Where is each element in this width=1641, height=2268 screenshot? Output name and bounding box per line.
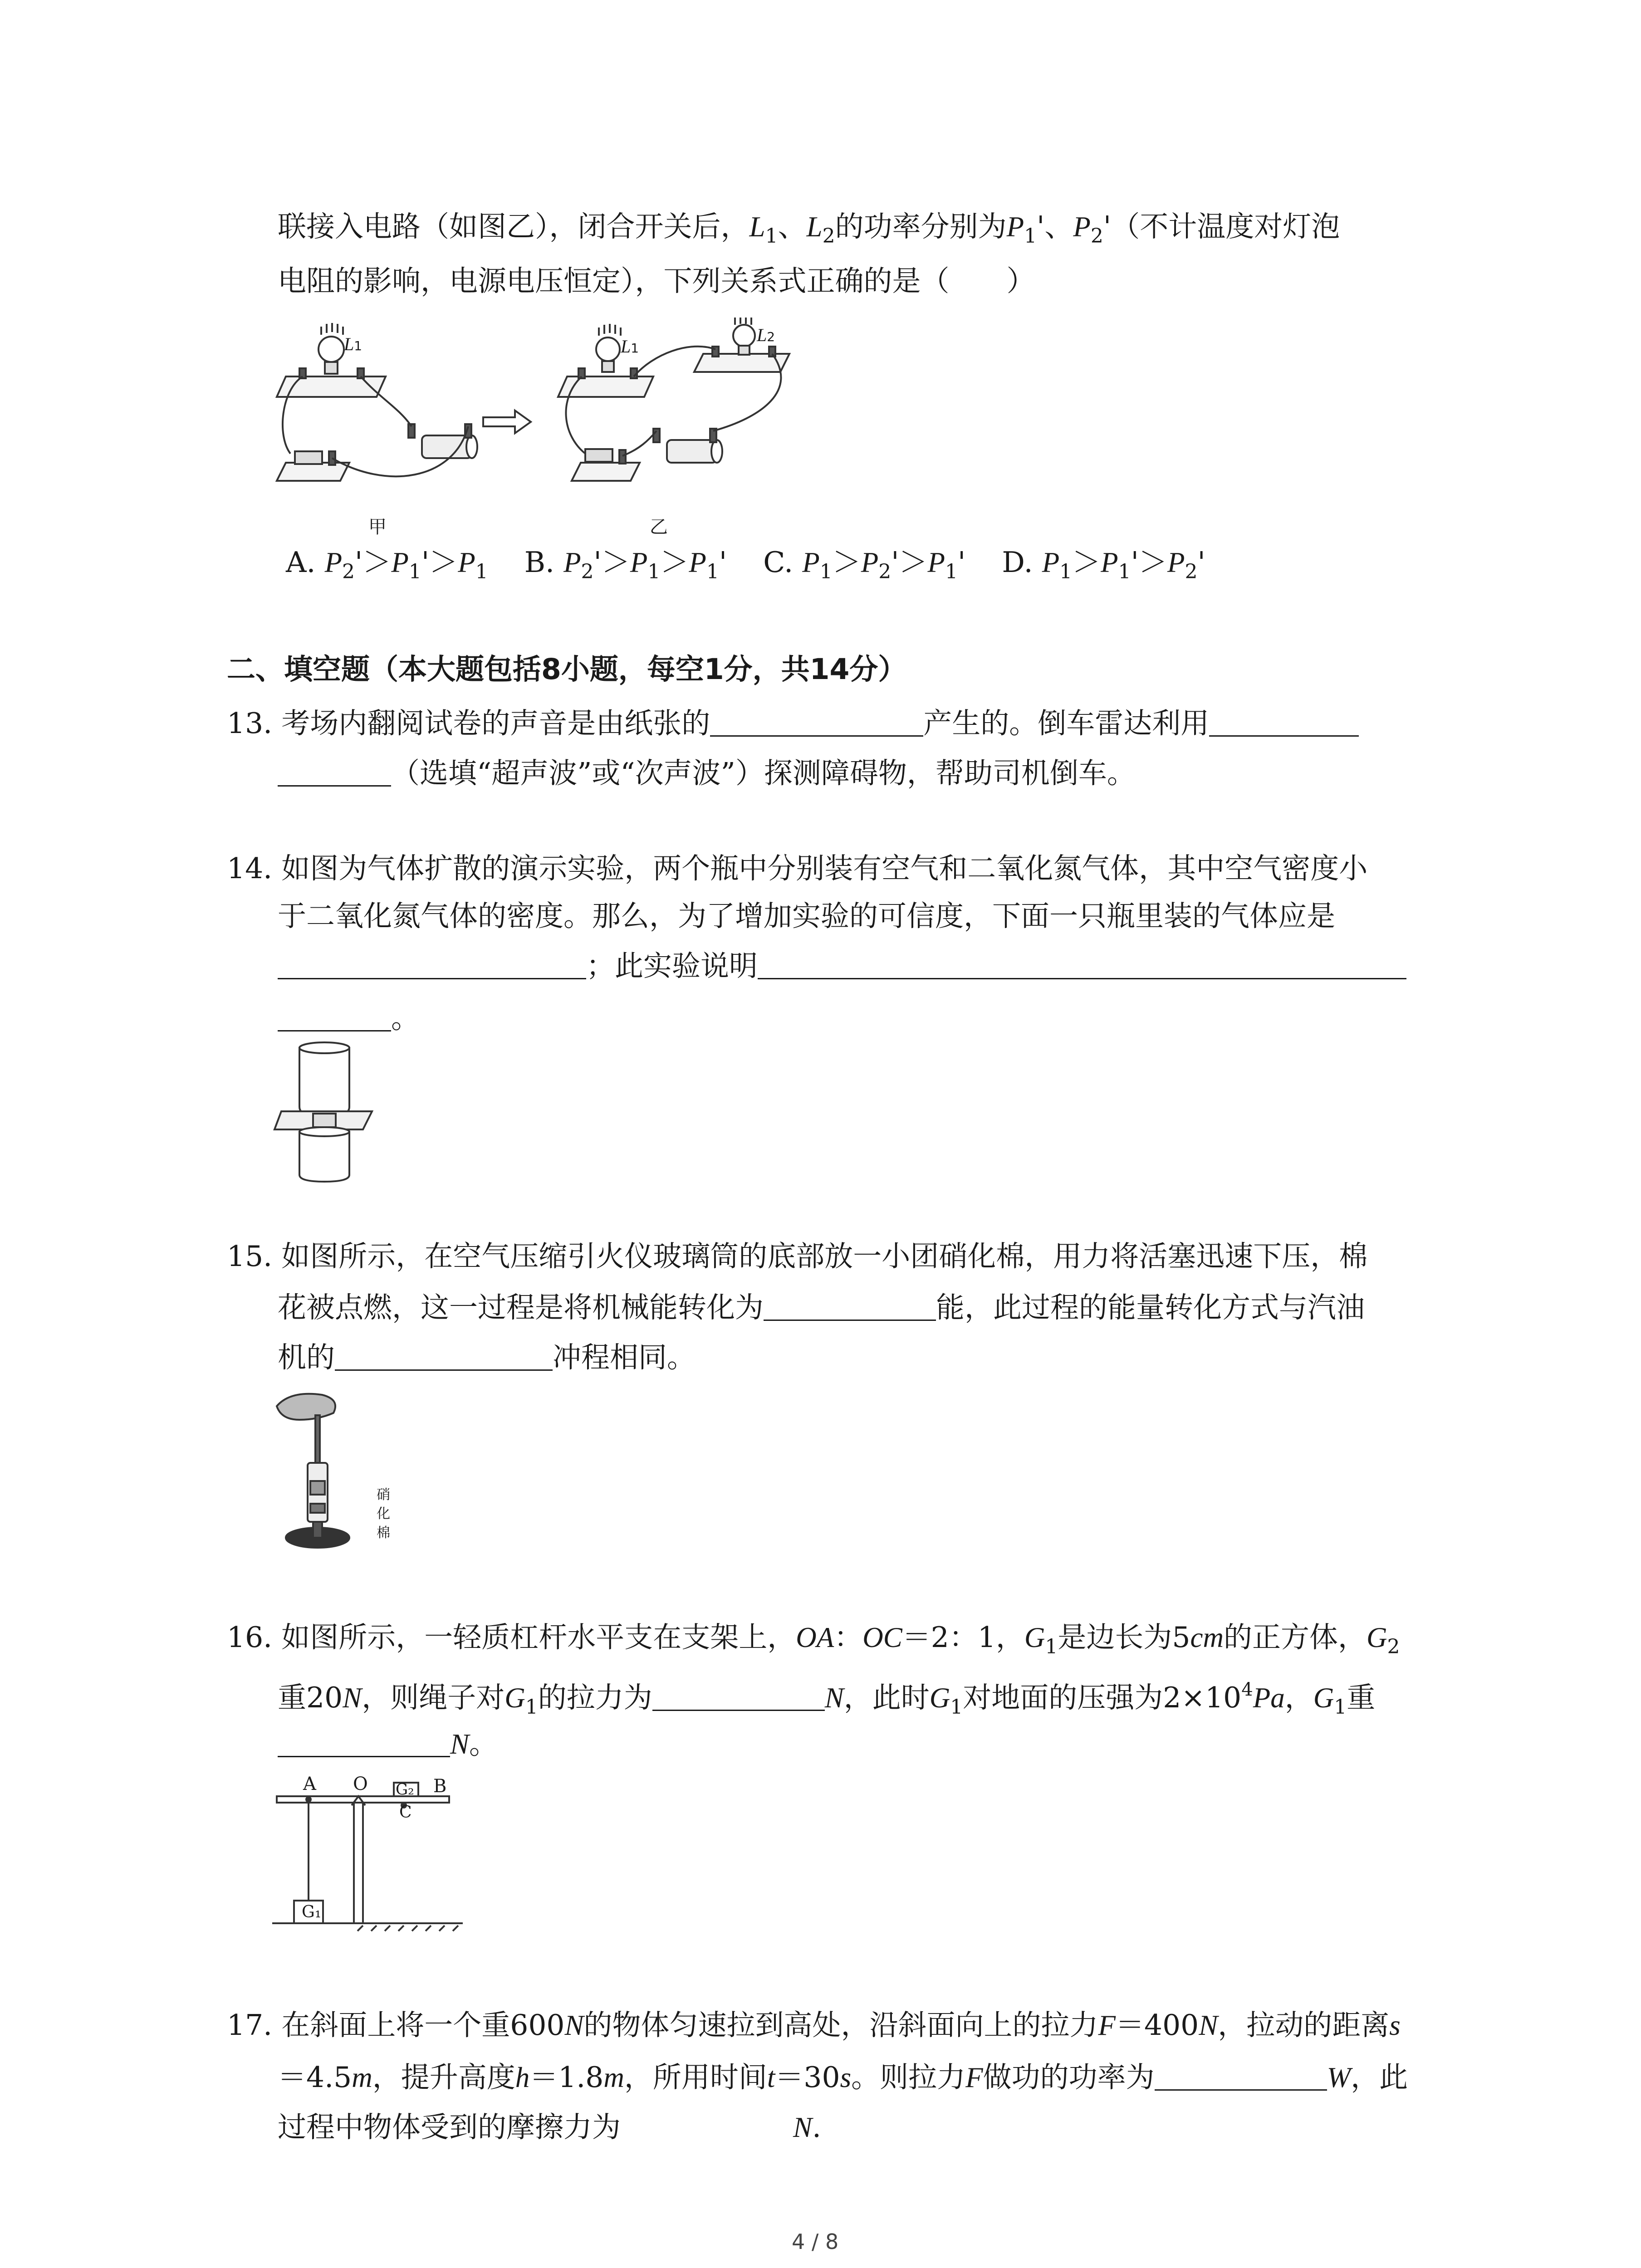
q15-line-1: 15. 如图所示，在空气压缩引火仪玻璃筒的底部放一小团硝化棉，用力将活塞迅速下压，棉	[227, 1240, 1368, 1273]
q17-line-2: ＝4.5m，提升高度h＝1.8m，所用时间t＝30s。则拉力F做功的功率为 W，此	[278, 2061, 1408, 2094]
circuit-figure-yi	[554, 318, 808, 508]
answer-blank[interactable]	[1209, 708, 1359, 737]
lever-label-g2: G₂	[396, 1780, 414, 1799]
option-b[interactable]: B. $P_2'>P_1>P_1'$	[524, 546, 727, 583]
q16-line-2: 重20N，则绳子对$G_1$的拉力为 N，此时$G_1$对地面的压强为$2\times 10^4Pa$，$G_1$重	[278, 1679, 1376, 1719]
gas-diffusion-figure	[272, 1039, 377, 1188]
q14-line-3: ；此实验说明	[278, 946, 1406, 987]
question-number: 16.	[227, 1621, 273, 1654]
answer-blank[interactable]	[278, 758, 391, 787]
page-number: 4 / 8	[792, 2229, 839, 2254]
arrow-icon	[481, 408, 535, 435]
q13-line-2: （选填“超声波”或“次声波”）探测障碍物，帮助司机倒车。	[278, 753, 1136, 794]
option-c[interactable]: C. $P_1>P_2'>P_1'$	[763, 546, 966, 583]
caption-yi: 乙	[650, 517, 668, 538]
answer-blank[interactable]	[621, 2112, 793, 2141]
circuit-l2-label-yi: L2	[757, 325, 775, 345]
q14-line-2: 于二氧化氮气体的密度。那么，为了增加实验的可信度，下面一只瓶里装的气体应是	[278, 899, 1335, 933]
answer-blank[interactable]	[652, 1682, 825, 1711]
lever-label-b: B	[433, 1776, 447, 1797]
q12-line-2: 电阻的影响，电源电压恒定），下列关系式正确的是（ ）	[278, 264, 1035, 298]
answer-blank[interactable]	[278, 1003, 391, 1031]
answer-blank[interactable]	[335, 1342, 553, 1371]
q15-line-2: 花被点燃，这一过程是将机械能转化为 能，此过程的能量转化方式与汽油	[278, 1291, 1365, 1324]
answer-blank[interactable]	[710, 708, 923, 737]
answer-blank[interactable]	[1155, 2062, 1327, 2091]
q15-line-3: 机的 冲程相同。	[278, 1341, 696, 1374]
answer-blank[interactable]	[278, 951, 586, 979]
q13-line-1: 13. 考场内翻阅试卷的声音是由纸张的 产生的。倒车雷达利用	[227, 703, 1359, 744]
question-number: 13.	[227, 707, 273, 740]
fire-piston-figure	[272, 1388, 363, 1551]
answer-blank[interactable]	[764, 1292, 936, 1321]
caption-jia: 甲	[368, 517, 387, 538]
question-number: 15.	[227, 1240, 273, 1273]
answer-blank[interactable]	[278, 1729, 450, 1757]
q12-line-1: 联接入电路（如图乙），闭合开关后，$L_1$、$L_2$的功率分别为$P_1'$、$P_2'$（不计温度对灯泡	[278, 210, 1340, 248]
q16-line-3: N。	[278, 1724, 498, 1765]
q14-line-1: 14. 如图为气体扩散的演示实验，两个瓶中分别装有空气和二氧化氮气体，其中空气密度小	[227, 852, 1368, 885]
q17-line-1: 17. 在斜面上将一个重600N的物体匀速拉到高处，沿斜面向上的拉力F＝400N，拉动的距离s	[227, 2009, 1401, 2042]
circuit-l1-label-yi: L1	[621, 336, 639, 357]
q12-options	[286, 542, 1233, 592]
answer-blank[interactable]	[758, 951, 1406, 979]
question-number: 14.	[227, 852, 273, 885]
lever-label-a: A	[303, 1774, 316, 1794]
question-number: 17.	[227, 2009, 273, 2042]
q14-line-4: 。	[278, 998, 420, 1039]
nitrocotton-label: 硝 化 棉	[377, 1487, 390, 1541]
lever-label-o: O	[353, 1774, 368, 1794]
lever-label-g1: G₁	[302, 1903, 322, 1921]
option-a[interactable]: A. $P_2'>P_1'>P_1$	[286, 546, 488, 583]
q16-line-1: 16. 如图所示，一轻质杠杆水平支在支架上，OA：OC＝2：1，$G_1$是边长为5cm的正方体，$G_2$	[227, 1621, 1400, 1658]
circuit-l1-label-jia: L1	[344, 334, 362, 354]
option-d[interactable]: D. $P_1>P_1'>P_2'$	[1002, 546, 1205, 583]
q17-line-3: 过程中物体受到的摩擦力为 N.	[278, 2111, 822, 2144]
section-heading: 二、填空题（本大题包括8小题，每空1分，共14分）	[227, 653, 907, 686]
lever-label-c: C	[399, 1803, 412, 1822]
